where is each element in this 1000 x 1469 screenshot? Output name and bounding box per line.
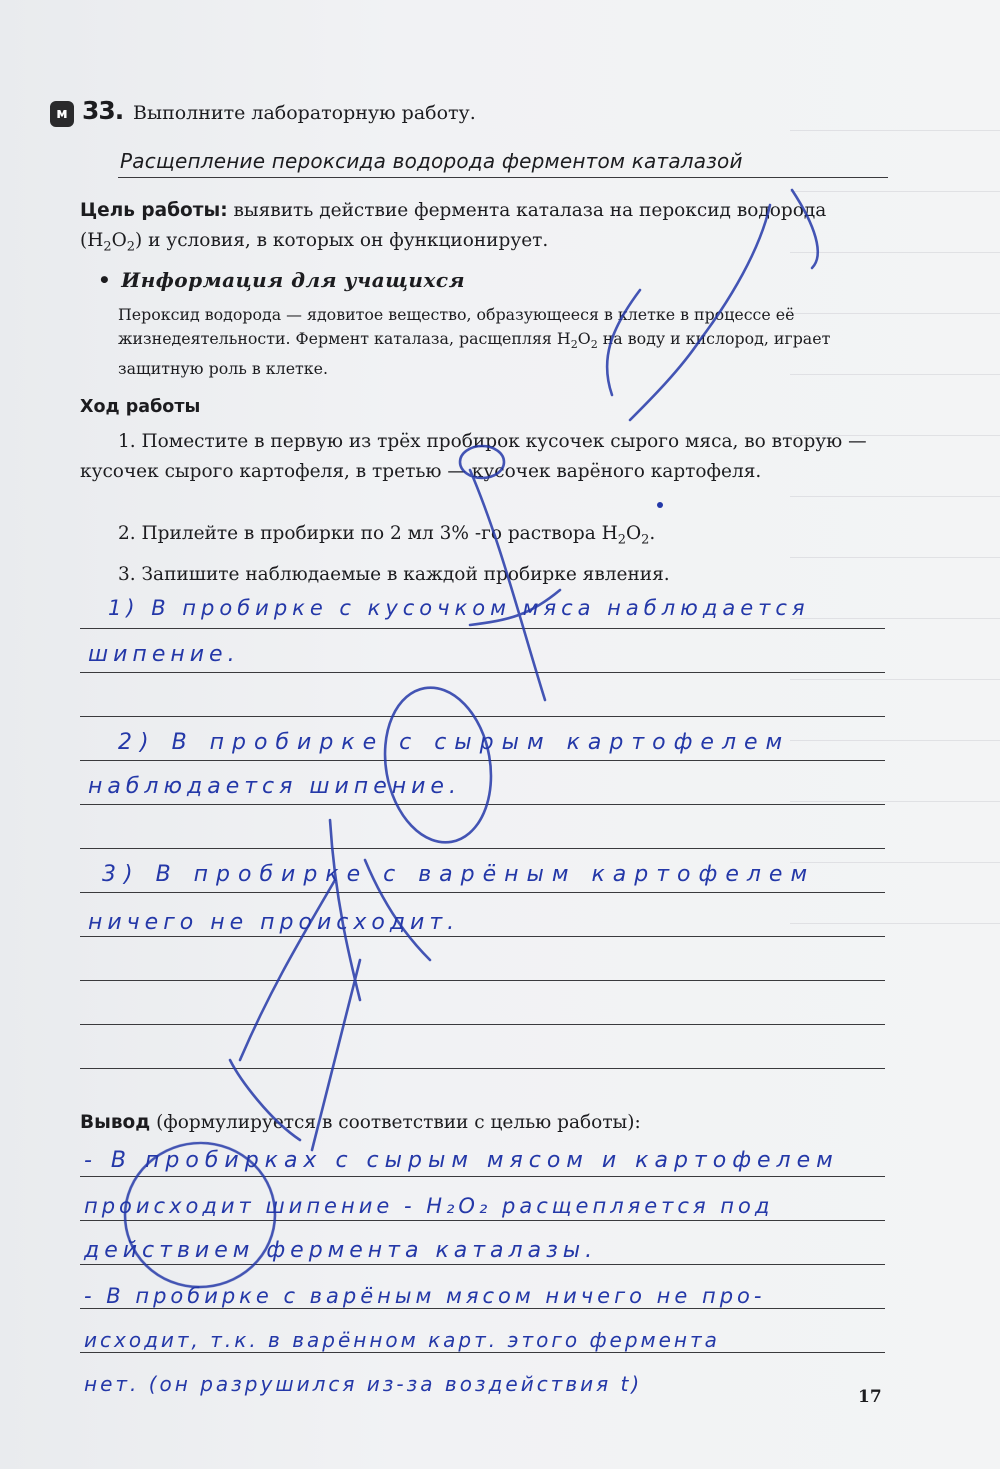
procedure-step-3: 3. Запишите наблюдаемые в каждой пробирке явления. bbox=[118, 564, 670, 585]
procedure-step-1: 1. Поместите в первую из трёх пробирок кусочек сырого мяса, во вторую — кусочек сырого картофеля, в третью — кусочек варёного картофеля. bbox=[80, 431, 867, 482]
title-underline bbox=[118, 177, 888, 178]
answer-line bbox=[80, 1068, 885, 1069]
answer-line bbox=[80, 980, 885, 981]
aim-formula: O bbox=[111, 230, 127, 251]
handwritten-observation-2b: наблюдается шипение. bbox=[88, 774, 461, 799]
answer-line bbox=[80, 1308, 885, 1309]
lab-title: Расщепление пероксида водорода ферментом каталазой bbox=[120, 149, 743, 173]
aim-paragraph bbox=[80, 196, 885, 263]
handwritten-observation-2: 2) В пробирке с сырым картофелем bbox=[118, 730, 791, 755]
ink-dot bbox=[657, 502, 663, 508]
step2-formula: O bbox=[625, 523, 642, 544]
answer-line bbox=[80, 936, 885, 937]
aim-sub: 2 bbox=[103, 239, 112, 255]
answer-line bbox=[80, 804, 885, 805]
handwritten-observation-3: 3) В пробирке с варёным картофелем bbox=[102, 862, 816, 887]
answer-line bbox=[80, 1024, 885, 1025]
info-formula: O bbox=[577, 329, 591, 348]
step2-text: 2. Прилейте в пробирки по 2 мл 3% -го раствора H bbox=[118, 523, 618, 544]
aim-sub: 2 bbox=[126, 239, 135, 255]
step2-sub: 2 bbox=[641, 532, 650, 548]
aim-text-end: ) и условия, в которых он функционирует. bbox=[135, 230, 549, 251]
conclusion-hint: (формулируется в соответствии с целью работы): bbox=[156, 1112, 641, 1133]
info-heading bbox=[98, 268, 465, 292]
task-badge-letter: м bbox=[56, 106, 68, 122]
answer-line bbox=[80, 892, 885, 893]
conclusion-heading bbox=[80, 1112, 641, 1133]
info-text: Пероксид водорода — ядовитое вещество, образующееся в клетке в процессе её жизнедеятельности. Фермент каталаза, расщепляя H bbox=[118, 305, 795, 348]
handwritten-conclusion-6: нет. (он разрушился из-за воздействия t) bbox=[84, 1372, 643, 1396]
info-paragraph bbox=[118, 303, 888, 381]
task-badge-icon bbox=[50, 101, 74, 127]
handwritten-conclusion-1: - В пробирках с сырым мясом и картофелем bbox=[84, 1148, 839, 1173]
answer-line bbox=[80, 1352, 885, 1353]
answer-line bbox=[80, 1176, 885, 1177]
info-title: Информация для учащихся bbox=[121, 268, 465, 292]
answer-line bbox=[80, 760, 885, 761]
info-sub: 2 bbox=[570, 338, 578, 352]
letter-stroke bbox=[240, 880, 335, 1060]
answer-line bbox=[80, 716, 885, 717]
aim-label: Цель работы: bbox=[80, 200, 228, 221]
handwritten-conclusion-3: действием фермента каталазы. bbox=[84, 1238, 598, 1263]
handwritten-observation-1b: шипение. bbox=[88, 642, 240, 667]
info-text-end: на воду и кислород, играет защитную роль в клетке. bbox=[118, 329, 831, 379]
handwritten-conclusion-2: происходит шипение - H₂O₂ расщепляется под bbox=[84, 1194, 774, 1218]
big-circle-mark bbox=[373, 679, 503, 851]
task-instruction: Выполните лабораторную работу. bbox=[133, 102, 476, 124]
answer-line bbox=[80, 848, 885, 849]
step2-end: . bbox=[649, 523, 656, 544]
procedure-heading: Ход работы bbox=[80, 397, 201, 417]
answer-line bbox=[80, 628, 885, 629]
bullet-icon: • bbox=[98, 268, 112, 292]
answer-line bbox=[80, 1220, 885, 1221]
procedure-step-2 bbox=[118, 519, 924, 556]
handwritten-observation-3b: ничего не происходит. bbox=[88, 910, 460, 935]
handwritten-conclusion-5: исходит, т.к. в варённом карт. этого фермента bbox=[84, 1328, 720, 1352]
info-sub: 2 bbox=[590, 338, 598, 352]
answer-line bbox=[80, 1264, 885, 1265]
task-number: 33. bbox=[82, 96, 124, 125]
handwritten-observation-1: 1) В пробирке с кусочком мяса наблюдается bbox=[108, 596, 810, 620]
step2-sub: 2 bbox=[617, 532, 626, 548]
conclusion-label: Вывод bbox=[80, 1112, 151, 1133]
page-number: 17 bbox=[858, 1387, 882, 1407]
aim-text: выявить действие фермента каталаза на пероксид водорода (H bbox=[80, 200, 827, 251]
answer-line bbox=[80, 672, 885, 673]
handwritten-conclusion-4: - В пробирке с варёным мясом ничего не про- bbox=[84, 1284, 766, 1308]
